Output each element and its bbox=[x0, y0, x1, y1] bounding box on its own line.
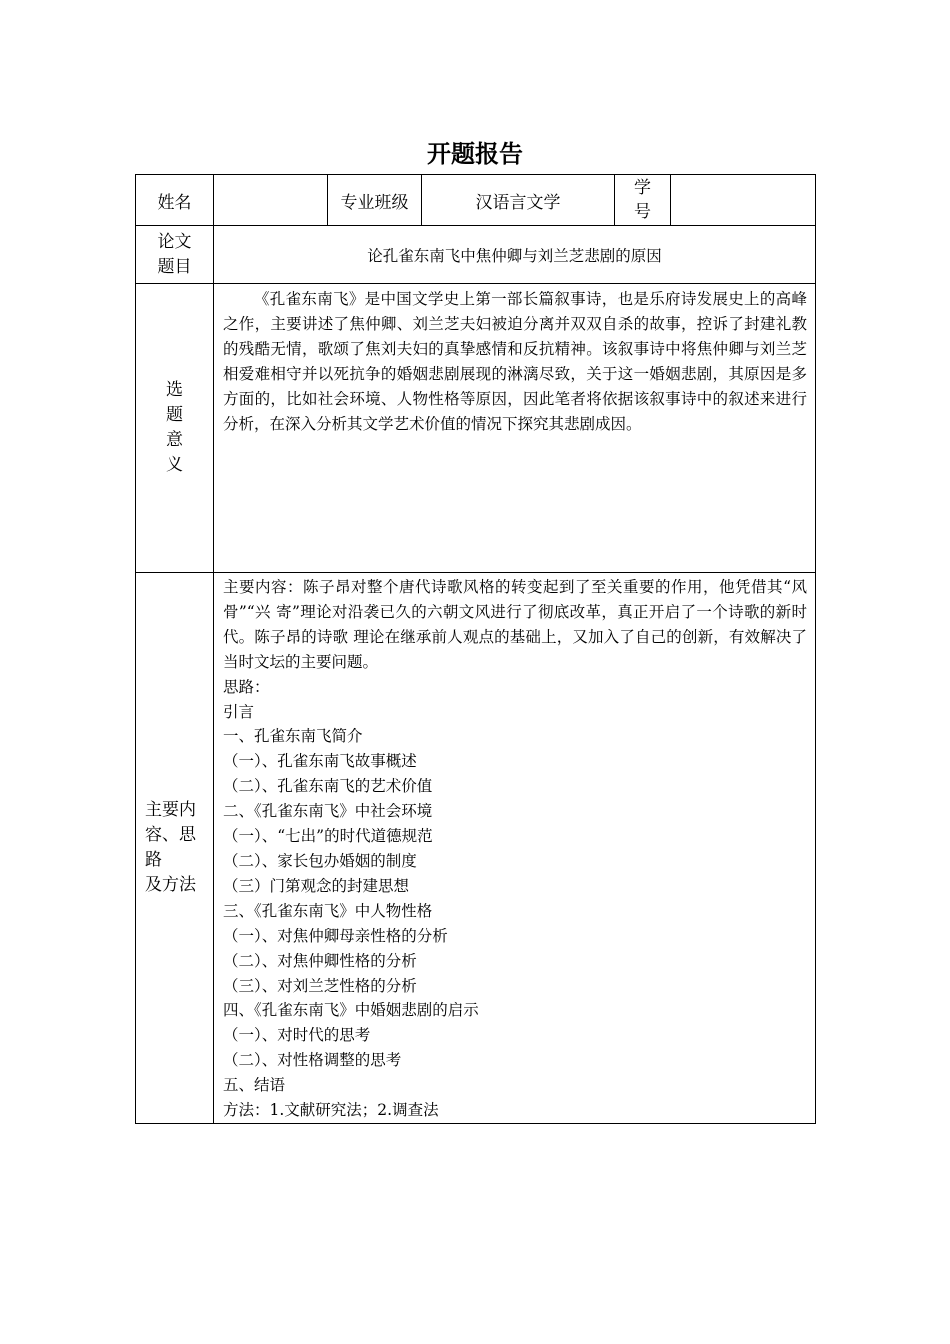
content-row bbox=[136, 573, 816, 1124]
content-label-line: 路 bbox=[145, 849, 162, 870]
significance-label-line: 题 bbox=[166, 405, 183, 425]
outline-line: （二）、家长包办婚姻的制度 bbox=[223, 851, 417, 870]
outline-line: （二）、孔雀东南飞的艺术价值 bbox=[223, 777, 433, 796]
outline-line: 四、《孔雀东南飞》中婚姻悲剧的启示 bbox=[223, 1001, 479, 1020]
content-label-line: 容、思 bbox=[145, 824, 196, 845]
outline-line: 二、《孔雀东南飞》中社会环境 bbox=[223, 802, 433, 821]
outline-line: 三、《孔雀东南飞》中人物性格 bbox=[223, 901, 433, 920]
content-intro: 主要内容：陈子昂对整个唐代诗歌风格的转变起到了至关重要的作用，他凭借其“风骨”“兴 寄”理论对沿袭已久的六朝文风进行了彻底改革，真正开启了一个诗歌的新时代。陈子昂的诗歌 理论在继承前人观点的基础上，又加入了自己的创新，有效解决了当时文坛的主要问题。 bbox=[223, 578, 807, 671]
outline-line: （一）、对时代的思考 bbox=[223, 1026, 371, 1045]
outline-line: 五、结语 bbox=[223, 1076, 286, 1095]
class-label: 专业班级 bbox=[328, 175, 422, 226]
topic-label-line: 题目 bbox=[157, 256, 192, 277]
significance-row bbox=[136, 284, 816, 573]
name-label: 姓名 bbox=[136, 175, 214, 226]
class-value: 汉语言文学 bbox=[422, 175, 615, 226]
methods-line: 方法：1.文献研究法；2.调查法 bbox=[223, 1101, 439, 1120]
topic-label-line: 论文 bbox=[157, 231, 192, 252]
significance-label-line: 义 bbox=[166, 455, 183, 475]
content-label bbox=[136, 573, 214, 1124]
significance-label-line: 意 bbox=[166, 430, 183, 450]
significance-text: 《孔雀东南飞》是中国文学史上第一部长篇叙事诗，也是乐府诗发展史上的高峰之作，主要讲述了焦仲卿、刘兰芝夫妇被迫分离并双双自杀的故事，控诉了封建礼教的残酷无情，歌颂了焦刘夫妇的真挚感情和反抗精神。该叙事诗中将焦仲卿与刘兰芝相爱难相守并以死抗争的婚姻悲剧展现的淋漓尽致，关于这一婚姻悲剧，其原因是多方面的，比如社会环境、人物性格等原因，因此笔者将依据该叙事诗中的叙述来进行分析，在深入分析其文学艺术价值的情况下探究其悲剧成因。 bbox=[223, 290, 807, 433]
student-id-label-line: 号 bbox=[634, 202, 651, 222]
outline-line: （一）、孔雀东南飞故事概述 bbox=[223, 752, 417, 771]
student-id-value bbox=[671, 175, 816, 226]
page-title: 开题报告 bbox=[427, 140, 523, 168]
content-label-line: 主要内 bbox=[145, 799, 196, 820]
outline-line: 思路： bbox=[223, 677, 270, 696]
outline-line: 引言 bbox=[223, 702, 255, 721]
outline-line: （一）、“七出”的时代道德规范 bbox=[223, 827, 433, 846]
significance-content bbox=[214, 284, 816, 573]
header-row bbox=[136, 175, 816, 226]
outline-line: （三）门第观念的封建思想 bbox=[223, 876, 410, 895]
outline-line: （二）、对性格调整的思考 bbox=[223, 1051, 402, 1070]
topic-value: 论孔雀东南飞中焦仲卿与刘兰芝悲剧的原因 bbox=[214, 226, 816, 284]
significance-label-line: 选 bbox=[166, 380, 183, 400]
significance-label bbox=[136, 284, 214, 573]
outline-line: 一、孔雀东南飞简介 bbox=[223, 727, 363, 746]
topic-label bbox=[136, 226, 214, 284]
topic-row bbox=[136, 226, 816, 284]
content-body bbox=[214, 573, 816, 1124]
proposal-form-table bbox=[135, 174, 816, 1124]
student-id-label bbox=[615, 175, 671, 226]
student-id-label-line: 学 bbox=[634, 178, 651, 198]
outline-line: （二）、对焦仲卿性格的分析 bbox=[223, 951, 417, 970]
name-value bbox=[214, 175, 328, 226]
content-label-line: 及方法 bbox=[145, 874, 196, 895]
outline-line: （一）、对焦仲卿母亲性格的分析 bbox=[223, 926, 448, 945]
outline-line: （三）、对刘兰芝性格的分析 bbox=[223, 976, 417, 995]
